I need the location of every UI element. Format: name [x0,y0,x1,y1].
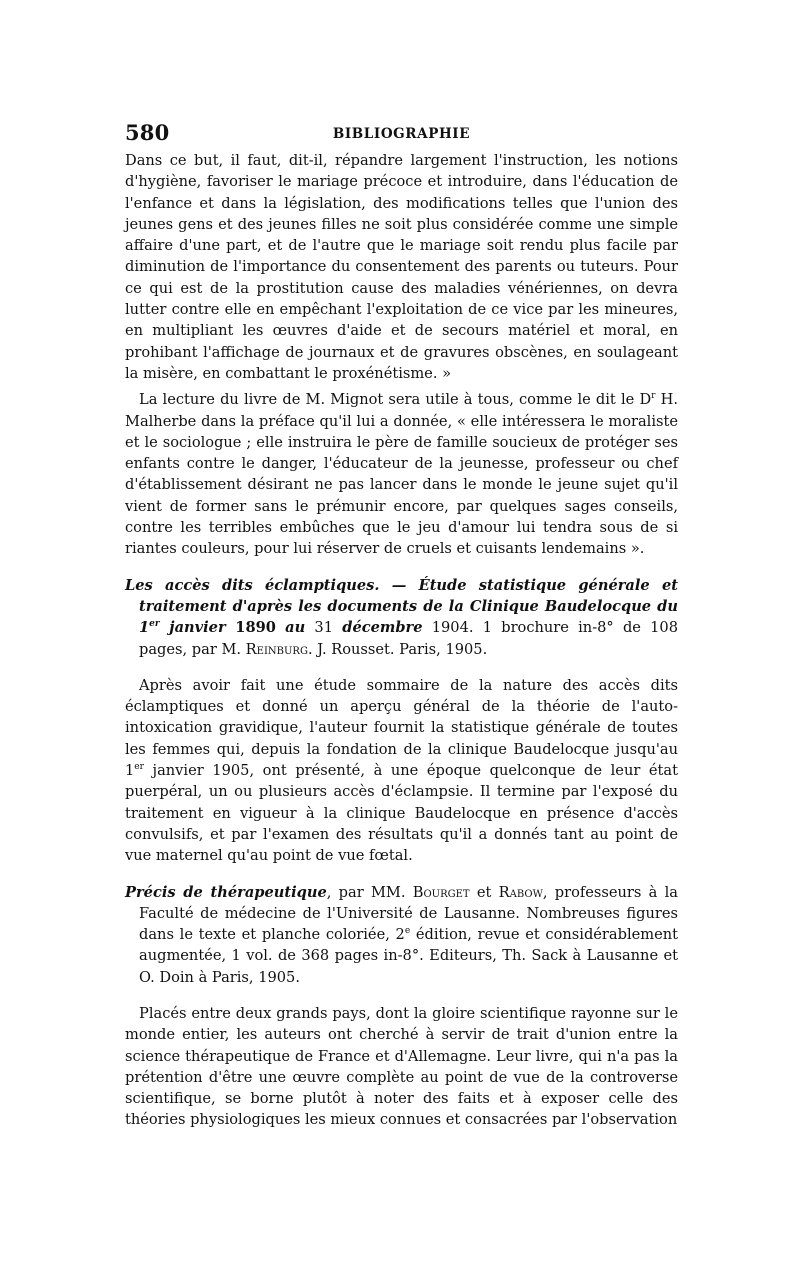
page-header [125,116,678,150]
doctor-abbrev-sup: r [651,391,656,402]
paragraph-text: La lecture du livre de M. Mignot sera utile à tous, comme le dit le [139,391,635,409]
book-page [125,116,678,1131]
entry-details: 1904. 1 brochure in-8° de 108 pages, par M. [139,619,678,658]
paragraph-quote-end: Dans ce but, il faut, dit-il, répandre largement l'instruction, les notions d'hygiène, favoriser le mariage précoce et introduire, dans l'éducation de l'enfance et dans la législation, des modifications telles que l'union des jeunes gens et des jeunes filles ne soit plus considérée comme une simple affaire d'une part, et de l'autre que le mariage soit rendu plus facile par diminution de l'importance du consentement des parents ou tuteurs. Pour ce qui est de la prostitution cause des maladies vénériennes, on devra lutter contre elle en empêchant l'exploitation de ce vice par les mineures, en multipliant les œuvres d'aide et de secours matériel et moral, en prohibant l'affichage de journaux et de gravures obscènes, en soulageant la misère, en combattant le proxénétisme. » [125,152,678,382]
summary-sup: er [134,762,144,773]
bibliographic-entry-eclampsie [125,575,678,660]
entry-summary-therapeutique: Placés entre deux grands pays, dont la gloire scientifique rayonne sur le monde entier, les auteurs ont cherché à servir de trait d'union entre la science thérapeutique de France et d'Allemagne. Leur livre, qui n'a pas la prétention d'être une œuvre complète au point de vue de la controverse scientifique, se borne plutôt à noter des faits et à exposer celle des théories physiologiques les mieux connues et consacrées par l'observation [125,1004,678,1129]
entry-author: Bourget [412,883,470,901]
entry-year: 1890 [225,619,276,637]
entry-details: édition, revue et considérablement augmentée, 1 vol. de 368 pages in-8°. Editeurs, Th. Sack à Lausanne et O. Doin à Paris, 1905. [139,926,678,986]
entry-title: janvier [159,619,226,637]
entry-details: . J. Rousset. Paris, 1905. [307,640,488,658]
entry-author: Rabow [498,883,543,901]
entry-title: au [285,619,306,637]
page-number: 580 [125,120,170,145]
entry-day: 31 [305,619,343,637]
running-head: BIBLIOGRAPHIE [332,126,471,142]
edition-sup: e [404,926,411,937]
entry-title-sup: er [149,619,160,630]
entry-summary-eclampsie [125,675,678,867]
entry-details: et [469,883,499,901]
entry-title: décembre [342,619,423,637]
bibliographic-entry-therapeutique [125,882,678,988]
entry-title: Les accès dits éclamptiques. — Étude statistique générale et traitement d'après les documents de la Clinique Baudelocque du 1 [125,576,678,637]
entry-title: Précis de thérapeutique [125,883,327,901]
paragraph-mignot-review [125,389,678,559]
paragraph-text: H. Malherbe dans la préface qu'il lui a donnée, « elle intéressera le moraliste et le sociologue ; elle instruira le père de famille soucieux de protéger ses enfants contre le danger, l'éducateur de la jeunesse, professeur ou chef d'établissement désirant ne pas lancer dans le monde le jeune sujet qu'il vient de former sans le prémunir encore, par quelques sages conseils, contre les terribles embûches que le jeu d'amour lui tendra sous de si riantes couleurs, pour lui réserver de cruels et cuisants lendemains ». [125,391,679,558]
entry-details: , par MM. [326,883,413,901]
doctor-abbrev: D [639,391,652,409]
summary-text: janvier 1905, ont présenté, à une époque quelconque de leur état puerpéral, un ou plusieurs accès d'éclampsie. Il termine par l'exposé du traitement en vigueur à la clinique Baudelocque en présence d'accès convulsifs, et par l'examen des résultats qu'il a donnés tant au point de vue maternel qu'au point de vue fœtal. [125,762,678,865]
summary-text: Après avoir fait une étude sommaire de la nature des accès dits éclamptiques et donné un aperçu général de la théorie de l'auto-intoxication gravidique, l'auteur fournit la statistique générale de toutes les femmes qui, depuis la fondation de la clinique Baudelocque jusqu'au 1 [125,676,678,780]
entry-details: , professeurs à la Faculté de médecine de l'Université de Lausanne. Nombreuses figures dans le texte et planche coloriée, 2 [139,883,679,944]
entry-author: Reinburg [245,640,308,658]
